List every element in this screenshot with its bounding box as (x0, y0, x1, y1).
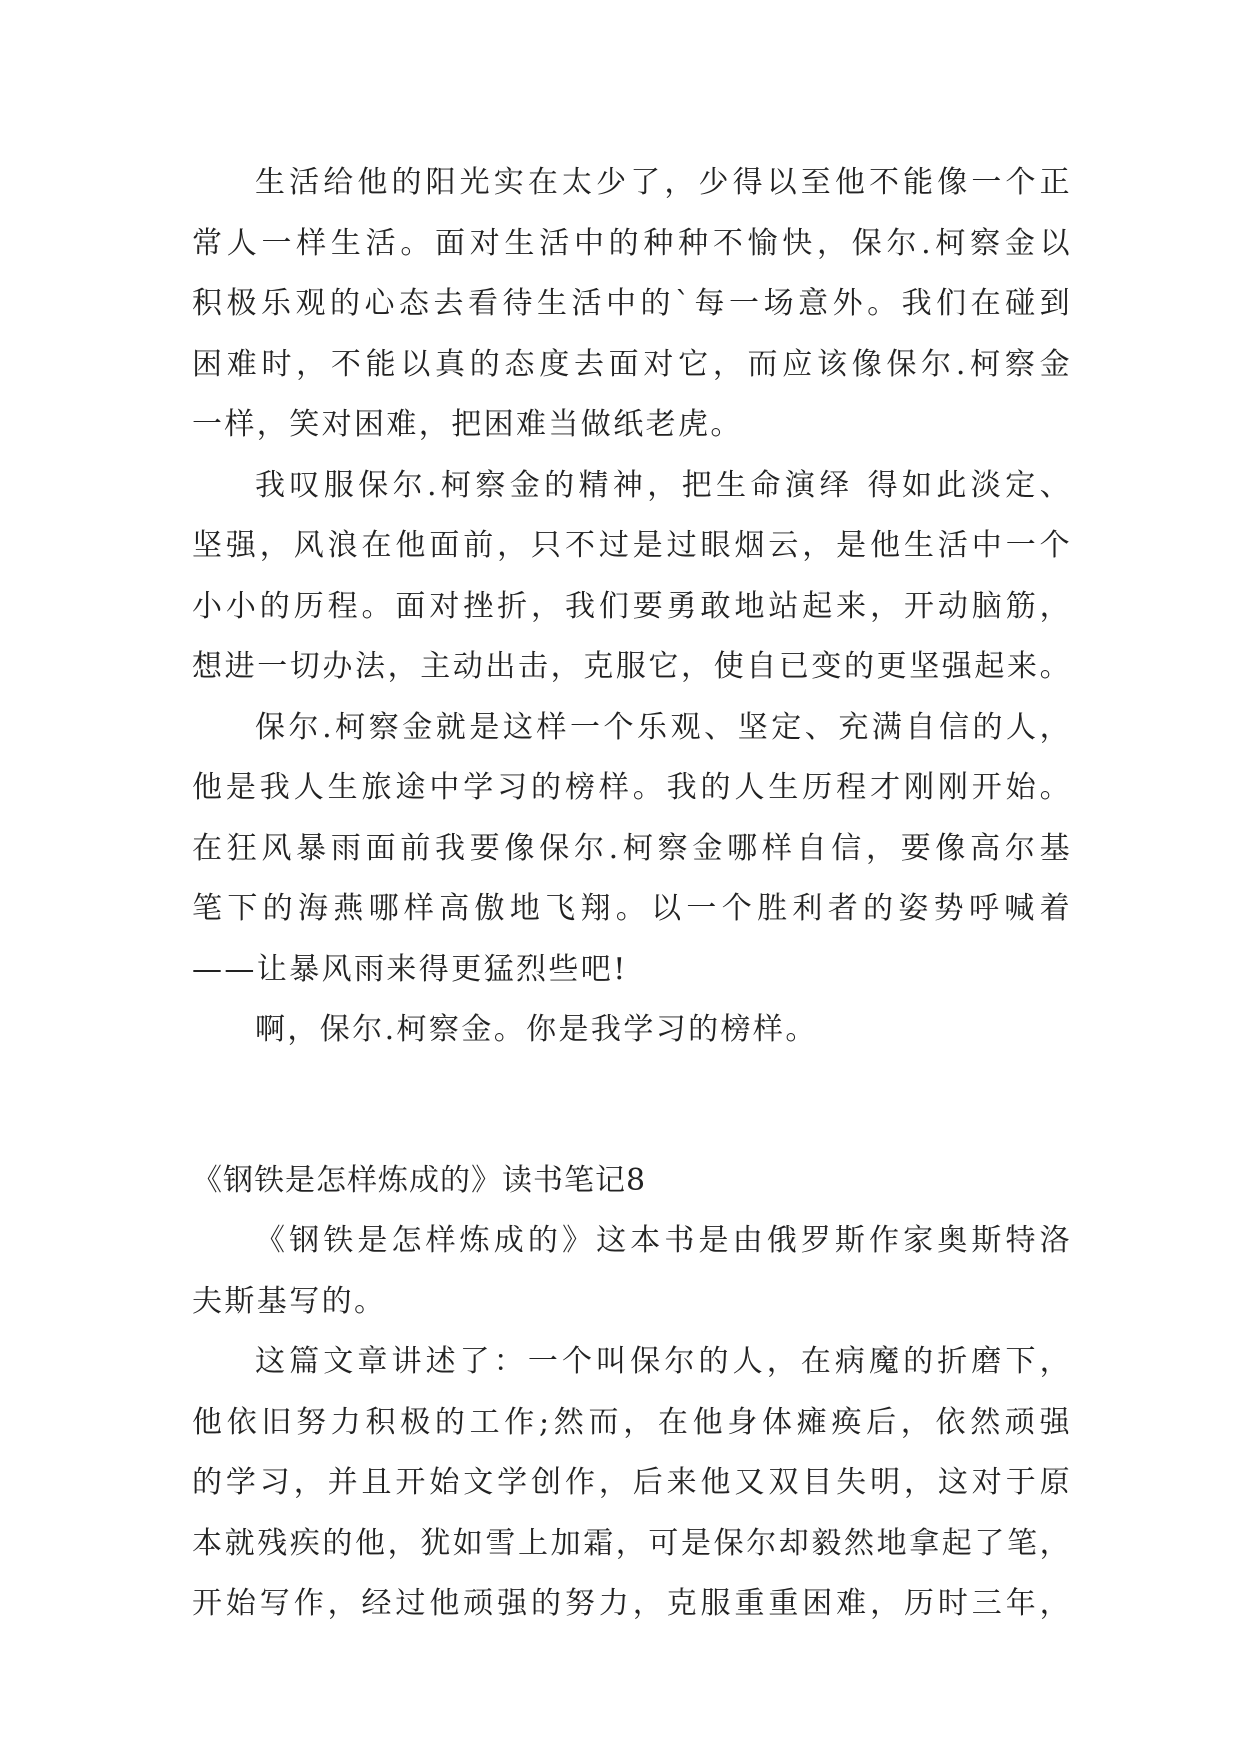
text-line: 这篇文章讲述了：一个叫保尔的人，在病魔的折磨下， (255, 1344, 1072, 1379)
text-line: 的学习，并且开始文学创作，后来他又双目失明，这对于原 (192, 1465, 1072, 1500)
text-line: 《钢铁是怎样炼成的》这本书是由俄罗斯作家奥斯特洛 (255, 1223, 1072, 1258)
paragraph (192, 1000, 1072, 1061)
text-line: 一样，笑对困难，把困难当做纸老虎。 (192, 407, 743, 442)
text-line: 他是我人生旅途中学习的榜样。我的人生历程才刚刚开始。 (192, 770, 1072, 805)
paragraph (192, 456, 1072, 698)
text-line: 坚强，风浪在他面前，只不过是过眼烟云，是他生活中一个 (192, 528, 1072, 563)
text-line: 保尔.柯察金就是这样一个乐观、坚定、充满自信的人， (255, 709, 1072, 745)
text-line: 困难时，不能以真的态度去面对它，而应该像保尔.柯察金 (192, 346, 1072, 382)
paragraph (192, 698, 1072, 1001)
section-title: 《钢铁是怎样炼成的》读书笔记8 (192, 1162, 647, 1198)
text-line: 笔下的海燕哪样高傲地飞翔。以一个胜利者的姿势呼喊着 (192, 891, 1072, 926)
text-line: 积极乐观的心态去看待生活中的`每一场意外。我们在碰到 (192, 286, 1072, 321)
text-line: 本就残疾的他，犹如雪上加霜，可是保尔却毅然地拿起了笔， (192, 1525, 1072, 1561)
paragraph (192, 153, 1072, 456)
text-line: 想进一切办法，主动出击，克服它，使自已变的更坚强起来。 (192, 649, 1072, 684)
text-line: 我叹服保尔.柯察金的精神，把生命演绎 得如此淡定、 (255, 467, 1072, 503)
text-line: 他依旧努力积极的工作;然而，在他身体瘫痪后，依然顽强 (192, 1404, 1072, 1440)
text-line: 开始写作，经过他顽强的努力，克服重重困难，历时三年， (192, 1586, 1072, 1621)
text-line: 夫斯基写的。 (192, 1283, 387, 1319)
paragraph (192, 1211, 1072, 1332)
text-line: 小小的历程。面对挫折，我们要勇敢地站起来，开动脑筋， (192, 588, 1072, 624)
text-line: 在狂风暴雨面前我要像保尔.柯察金哪样自信，要像高尔基 (192, 830, 1072, 866)
document-body (192, 153, 1072, 1635)
text-line: 常人一样生活。面对生活中的种种不愉快，保尔.柯察金以 (192, 225, 1072, 261)
text-line: ——让暴风雨来得更猛烈些吧! (192, 951, 628, 987)
section-gap (192, 1061, 1072, 1151)
text-line: 啊，保尔.柯察金。你是我学习的榜样。 (255, 1012, 818, 1047)
text-line: 生活给他的阳光实在太少了，少得以至他不能像一个正 (255, 165, 1072, 200)
paragraph (192, 1332, 1072, 1635)
